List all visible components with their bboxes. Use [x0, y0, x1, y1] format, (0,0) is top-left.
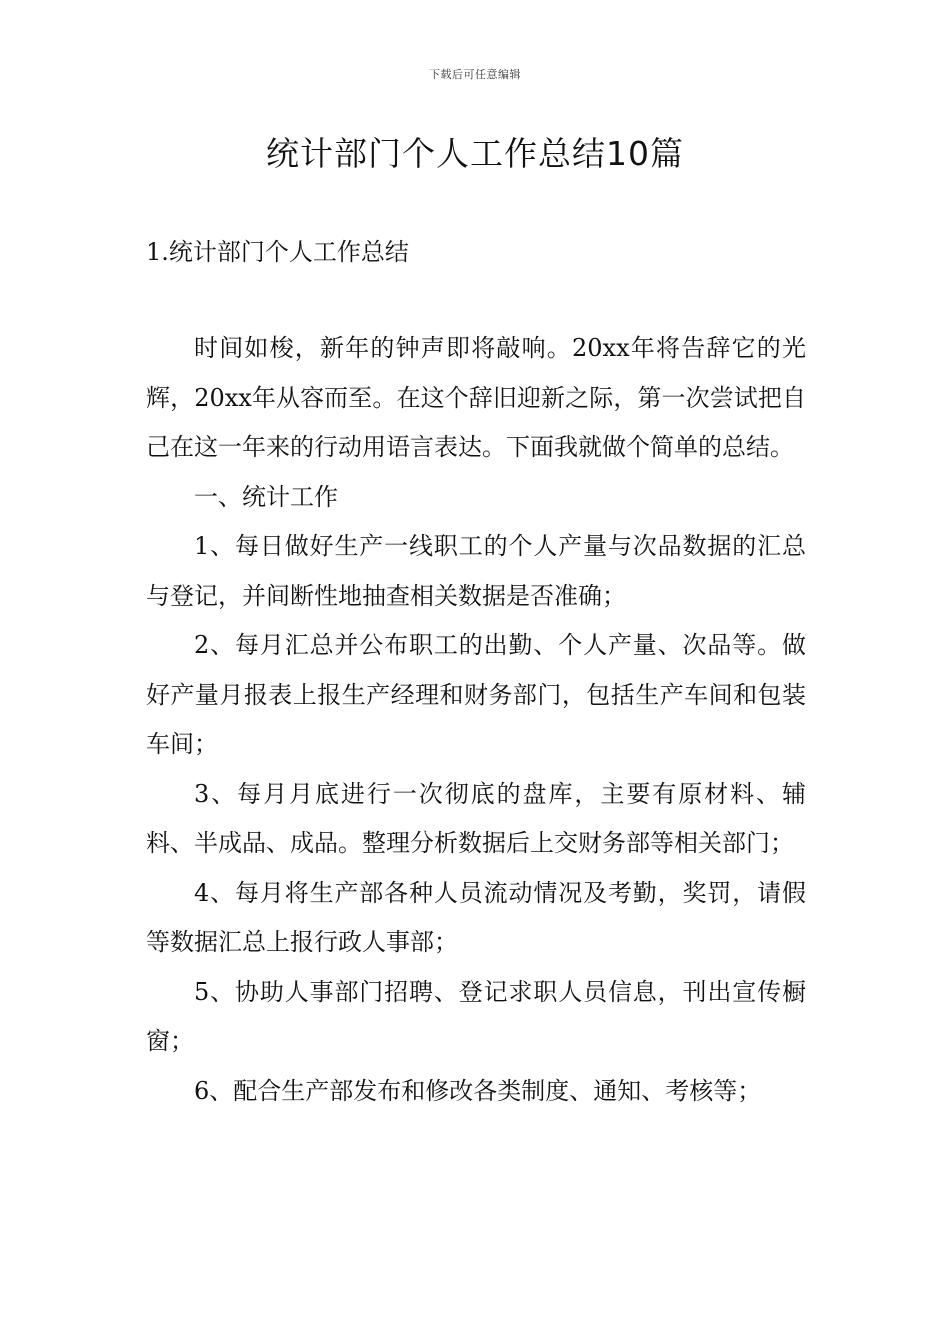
section-heading: 1.统计部门个人工作总结 — [146, 238, 409, 266]
paragraph-item-3: 3、每月月底进行一次彻底的盘库，主要有原材料、辅料、半成品、成品。整理分析数据后上交财务部等相关部门； — [146, 779, 806, 857]
paragraph-item-5: 5、协助人事部门招聘、登记求职人员信息，刊出宣传橱窗； — [146, 977, 806, 1055]
document-body — [146, 324, 806, 1116]
document-title: 统计部门个人工作总结10篇 — [266, 134, 684, 173]
paragraph-item-4: 4、每月将生产部各种人员流动情况及考勤，奖罚，请假等数据汇总上报行政人事部； — [146, 878, 806, 956]
paragraph-item-6: 6、配合生产部发布和修改各类制度、通知、考核等； — [194, 1076, 762, 1105]
paragraph-subheading: 一、统计工作 — [194, 482, 338, 511]
header-note: 下载后可任意编辑 — [429, 68, 521, 81]
paragraph-item-2: 2、每月汇总并公布职工的出勤、个人产量、次品等。做好产量月报表上报生产经理和财务部门，包括生产车间和包装车间； — [146, 631, 806, 758]
paragraph-item-1: 1、每日做好生产一线职工的个人产量与次品数据的汇总与登记，并间断性地抽查相关数据是否准确； — [146, 532, 806, 610]
paragraph-intro: 时间如梭，新年的钟声即将敲响。20xx年将告辞它的光辉，20xx年从容而至。在这个辞旧迎新之际，第一次尝试把自己在这一年来的行动用语言表达。下面我就做个简单的总结。 — [146, 334, 806, 461]
